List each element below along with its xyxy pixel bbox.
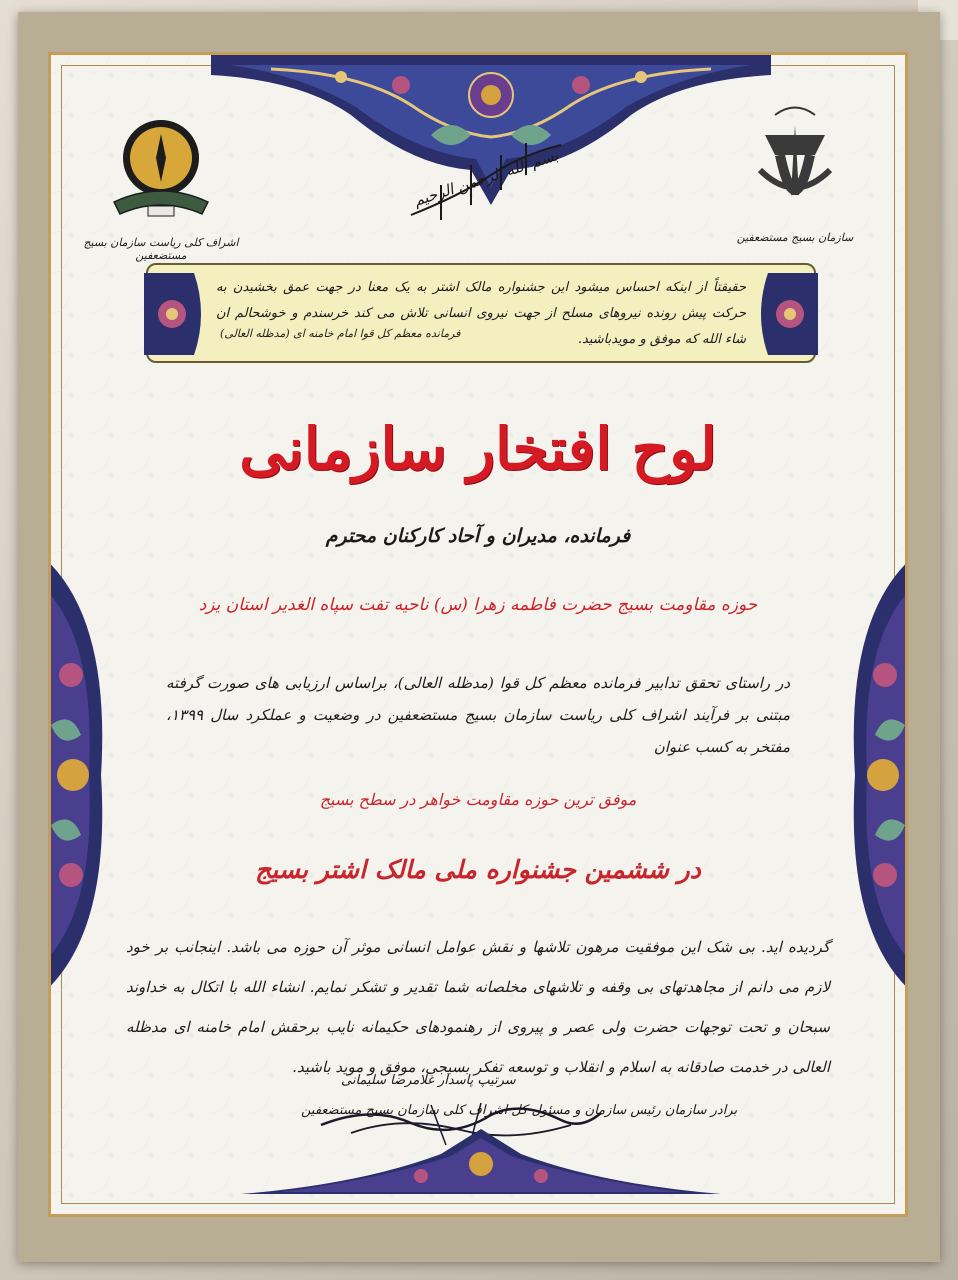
basmala-text: بسم الله الرحمن الرحیم <box>411 146 561 210</box>
basmala-calligraphy <box>401 135 571 235</box>
festival-name: در ششمین جشنواره ملی مالک اشتر بسیج <box>255 855 701 884</box>
right-side-ornament <box>825 555 908 995</box>
left-logo <box>81 110 241 262</box>
sepah-emblem-icon <box>745 95 845 225</box>
certificate-paper <box>48 52 908 1217</box>
left-logo-caption: اشراف کلی ریاست سازمان بسیج مستضعفین <box>83 236 239 262</box>
right-logo <box>725 95 865 244</box>
leader-quote-attribution: فرمانده معظم کل قوا امام خامنه ای (مدظله العالی) <box>220 327 461 340</box>
bottom-arabesque-ornament <box>241 1124 721 1194</box>
left-side-ornament <box>48 555 131 995</box>
right-logo-caption: سازمان بسیج مستضعفین <box>736 231 854 244</box>
certificate-title: لوح افتخار سازمانی <box>239 415 717 483</box>
quote-box-right-cap-ornament <box>754 273 818 355</box>
leader-quote-box <box>146 263 816 363</box>
certificate-frame <box>18 12 940 1262</box>
addressee: فرمانده، مدیران و آحاد کارکنان محترم <box>325 525 631 547</box>
quote-box-left-cap-ornament <box>144 273 208 355</box>
signer-title: برادر سازمان رئیس سازمان و مسئول کل اشراف کلی سازمان بسیج مستضعفین <box>301 1103 738 1118</box>
signer-rank-name: سرتیپ پاسدار غلامرضا سلیمانی <box>341 1073 516 1088</box>
recipient-unit: حوزه مقاومت بسیج حضرت فاطمه زهرا (س) ناحیه تفت سپاه الغدیر استان یزد <box>198 595 758 615</box>
basij-emblem-icon <box>106 110 216 230</box>
body-paragraph-2: گردیده اید. بی شک این موفقیت مرهون تلاشها و نقش عوامل انسانی موثر آن حوزه می باشد. اینجانب بر خود لازم می دانم از مجاهدتهای بی وقفه و تلاشهای مخلصانه شما تقدیر و تشکر نمایم. انشاء الله با اتکال به خداوند سبحان و تحت توجهات حضرت ولی عصر و پیروی از رهنمودهای حکیمانه نایب برحقش امام خامنه ای مدظله العالی در خدمت صادقانه به اسلام و انقلاب و توسعه تفکر بسیجی، موفق و موید باشید. <box>126 938 830 1076</box>
body-paragraph-1: در راستای تحقق تدابیر فرمانده معظم کل قوا (مدظله العالی)، براساس ارزیابی های صورت گرفته مبتنی بر فرآیند اشراف کلی ریاست سازمان بسیج مستضعفین در وضعیت و عملکرد سال ۱۳۹۹، مفتخر به کسب عنوان <box>166 674 790 756</box>
leader-quote-text: حقیقتاً از اینکه احساس میشود این جشنواره مالک اشتر به یک معنا در جهت عمق بخشیدن به حرکت پیش رونده نیروهای مسلح از جهت نیروی انسانی تلاش می کند خرسندم و خوشحالم ان شاء الله که موفق و مویدباشید. <box>216 280 746 347</box>
award-title: موفق ترین حوزه مقاومت خواهر در سطح بسیج <box>319 790 637 809</box>
